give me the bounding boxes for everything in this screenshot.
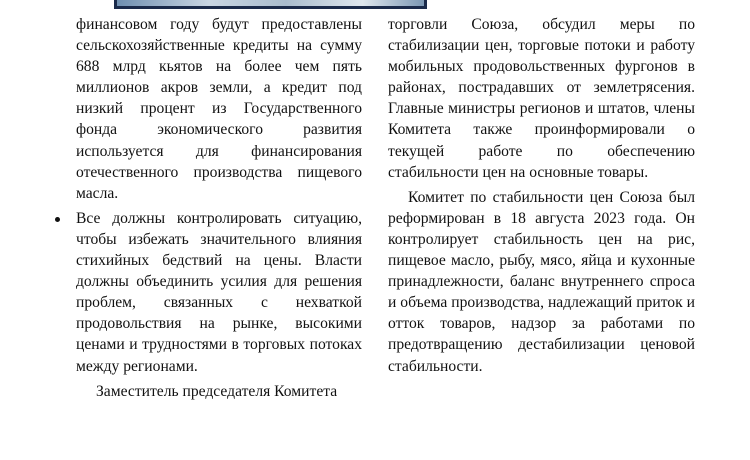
right-column (388, 14, 695, 377)
bullet-item (76, 208, 362, 377)
paragraph-1: торговли Союза, обсудил меры по стабилизации цен, торговые потоки и работу мобильных продовольственных фургонов в районах, пострадавших от землетрясения. Главные министры регионов и штатов, члены Комитета также проинформировали о текущей работе по обеспечению стабильности цен на основные товары. (388, 16, 695, 181)
bullet-icon (55, 217, 60, 222)
left-column (76, 14, 362, 402)
bullet-text: Все должны контролировать ситуацию, чтобы избежать значительного влияния стихийных бедствий на цены. Власти должны объединить усилия для решения проблем, связанных с нехваткой продовольствия на рынке, высокими ценами и трудностями в торговых потоках между регионами. (76, 209, 362, 375)
photo-bottom-edge (114, 0, 427, 9)
next-paragraph-start: Заместитель председателя Комитета (96, 382, 338, 400)
continued-paragraph: финансовом году будут предоставлены сельскохозяйственные кредиты на сумму 688 млрд кьятов на более чем пять миллионов акров земли, а кредит под низкий процент из Государственного фонда экономического развития используется для финансирования отечественного производства пищевого масла. (76, 16, 362, 202)
paragraph-2: Комитет по стабильности цен Союза был реформирован в 18 августа 2023 года. Он контролирует стабильность цен на рис, пищевое масло, рыбу, мясо, яйца и кухонные принадлежности, баланс внутреннего спроса и объема производства, надлежащий приток и отток товаров, надзор за работами по предотвращению дестабилизации ценовой стабильности. (388, 188, 695, 375)
